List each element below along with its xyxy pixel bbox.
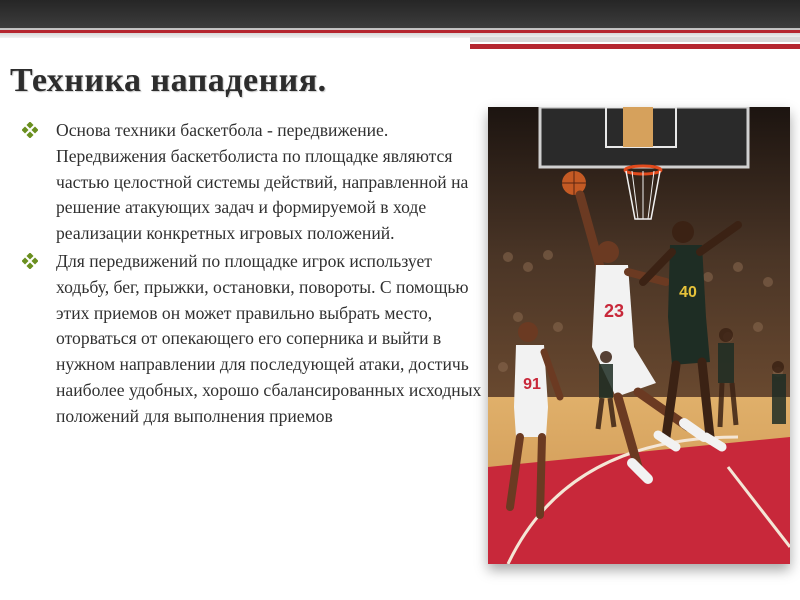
- bullet-list: [22, 118, 487, 432]
- jersey-number: 91: [523, 376, 541, 393]
- basketball-photo: [488, 107, 790, 564]
- grey-stripe: [470, 37, 800, 42]
- bullet-item: [22, 249, 487, 430]
- slide-title: Техника нападения.: [10, 62, 327, 99]
- bullet-text: Основа техники баскетбола - передвижение. Передвижения баскетболиста по площадке являются частью целостной системы действий, направленной на решение атакующих задач и формируемой в ходе реализации конкретных игровых положений.: [56, 120, 469, 244]
- diamond-bullet-icon: [22, 253, 38, 269]
- bullet-text: Для передвижений по площадке игрок использует ходьбу, бег, прыжки, остановки, повороты. С помощью этих приемов он может правильно выбрать место, оторваться от опекающего его соперника и выйти в нужном направлении для последующей атаки, достичь наиболее удобных, хорошо сбалансированных исходных положений для выполнения приемов: [56, 250, 482, 426]
- diamond-bullet-icon: [22, 122, 38, 138]
- basketball-scene: [488, 107, 790, 564]
- red-accent-stripe: [470, 44, 800, 49]
- hoop-support: [623, 107, 653, 147]
- jersey-number: 40: [679, 284, 697, 301]
- jersey-number: 23: [603, 301, 625, 321]
- bullet-item: [22, 118, 487, 247]
- top-decorative-bar: [0, 0, 800, 28]
- red-stripe: [0, 30, 800, 33]
